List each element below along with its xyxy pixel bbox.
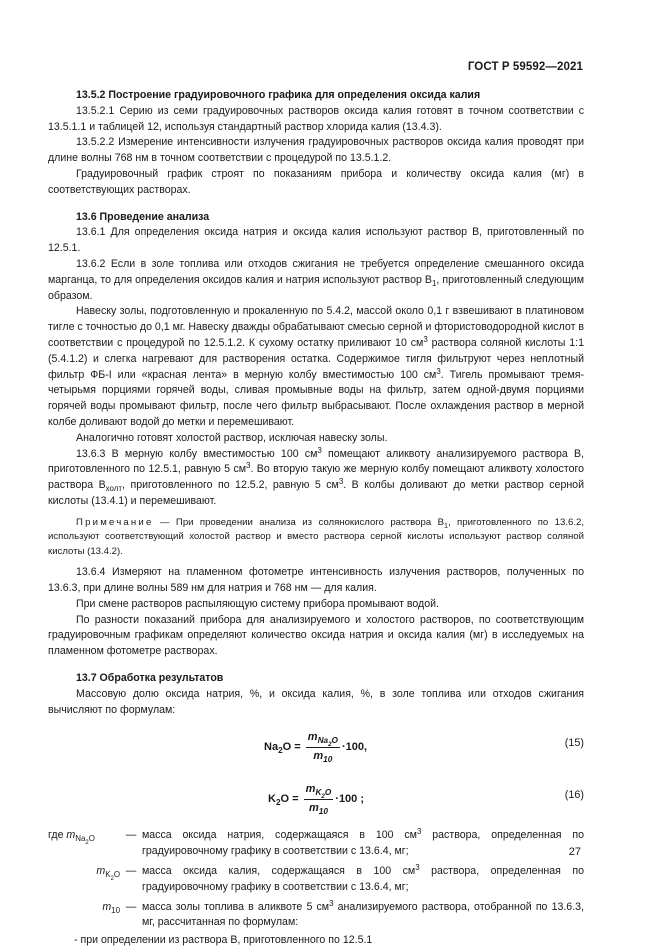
paragraph-13-6-4: 13.6.4 Измеряют на пламенном фотометре интенсивность излучения растворов, полученных по 13.6.3, при длине волны 589 нм для натрия и 768 нм — для калия.: [48, 566, 584, 595]
formula-16-expression: $K_2O$ = $\frac{m_{K_2O}}{m_{10}}$ ·100 ;: [268, 783, 365, 817]
paragraph-blank-solution: Аналогично готовят холостой раствор, исключая навеску золы.: [76, 431, 388, 444]
formula-16-number: (16): [564, 789, 584, 802]
note: Примечание — При проведении анализа из солянокислого раствора $В_1$, приготовленного по 13.6.2, используют соответствующий холостой раствор и вместо раствора серной кислоты используют раствор соляной кислоты (13.4.2).: [48, 516, 585, 557]
definition-m-na2o: где $m_{Na_2O}$ — масса оксида натрия, содержащаяся в 100 $см^3$ раствора, определенная по градуировочному графику в соответствии с 13.6.4, мг;: [48, 827, 584, 858]
definition-m10: $m_{10}$ — масса золы топлива в аликвоте 5 $см^3$ анализируемого раствора, отобранной по 13.6.3, мг, рассчитанная по формулам:: [102, 898, 584, 929]
formula-15-expression: $Na_2O$ = $\frac{m_{Na_2O}}{m_{10}}$ ·100,: [264, 731, 368, 765]
section-heading-13-6: 13.6 Проведение анализа: [76, 210, 210, 223]
paragraph-difference: По разности показаний прибора для анализируемого и холостого растворов, по соответствующим градуировочным графикам определяют количество оксида натрия и оксида калия (мг) в исследуемых на пламенном фотометре растворах.: [48, 613, 584, 658]
bullet-solution-b: - при определении из раствора В, приготовленного по 12.5.1: [74, 934, 373, 947]
paragraph-13-5-2-2: 13.5.2.2 Измерение интенсивности излучения градуировочных растворов оксида калия проводят при длине волны 768 нм в точном соответствии с процедурой по 13.5.1.2.: [48, 136, 584, 165]
paragraph-13-5-2-1: 13.5.2.1 Серию из семи градуировочных растворов оксида калия готовят в точном соответствии с 13.5.1.1 и таблицей 12, используя стандартный раствор хлорида калия (13.4.3).: [48, 104, 584, 133]
formula-16: [48, 774, 584, 820]
paragraph-sample-preparation: Навеску золы, подготовленную и прокаленную по 5.4.2, массой около 0,1 г взвешивают в платиновом тигле с точностью до 0,1 мг. Навеску дважды обрабатывают смесью серной и фтористоводородной кислот в соответствии с процедурой по 12.5.1.2. К сухому остатку приливают 10 $см^3$ раствора соляной кислоты 1:1 (5.4.1.2) и слегка нагревают для растворения остатка. Содержимое тигля фильтруют через неплотный фильтр ФБ-I или «красная лента» в мерную колбу вместимостью 100 $см^3$. Тигель промывают тремя-четырьмя порциями горячей воды, сливая промывные воды на фильтр, затем одной-двумя порциями горячей воды промывают фильтр, после чего фильтр выбрасывают. После охлаждения раствор в мерной колбе доливают водой до метки и перемешивают.: [48, 305, 585, 428]
definition-m-k2o: $m_{K_2O}$ — масса оксида калия, содержащаяся в 100 $см^3$ раствора, определенная по градуировочному графику в соответствии с 13.6.4, мг;: [96, 862, 584, 893]
formula-15: [48, 722, 584, 768]
page-content: [48, 88, 584, 949]
paragraph-13-6-3: 13.6.3 В мерную колбу вместимостью 100 $см^3$ помещают аликвоту анализируемого раствора В, приготовленного по 12.5.1, равную 5 $см^3$. Во вторую такую же мерную колбу помещают аликвоту холостого раствора $В_{холт}$, приготовленного по 12.5.2, равную 5 $см^3$. В колбы доливают до метки раствор серной кислоты (13.4.1) и перемешивают.: [48, 445, 585, 507]
page-number: 27: [568, 846, 581, 858]
paragraph-calibration-graph: Градуировочный график строят по показаниям прибора и количеству оксида калия (мг) в соответствующих растворах.: [48, 167, 584, 196]
paragraph-mass-fraction: Массовую долю оксида натрия, %, и оксида калия, %, в золе топлива или отходов сжигания вычисляют по формулам:: [48, 687, 584, 716]
standard-header: ГОСТ Р 59592—2021: [467, 61, 583, 73]
paragraph-13-6-1: 13.6.1 Для определения оксида натрия и оксида калия используют раствор В, приготовленный по 12.5.1.: [48, 226, 584, 255]
paragraph-13-6-2: 13.6.2 Если в золе топлива или отходов сжигания не требуется определение смешанного оксида марганца, то для определения оксидов калия и натрия используют раствор $В_1$, приготовленный следующим образом.: [48, 257, 584, 302]
paragraph-rinse: При смене растворов распыляющую систему прибора промывают водой.: [76, 597, 439, 610]
section-heading-13-5-2: 13.5.2 Построение градуировочного графика для определения оксида калия: [76, 89, 481, 101]
formula-15-number: (15): [564, 737, 584, 750]
section-heading-13-7: 13.7 Обработка результатов: [76, 672, 224, 684]
